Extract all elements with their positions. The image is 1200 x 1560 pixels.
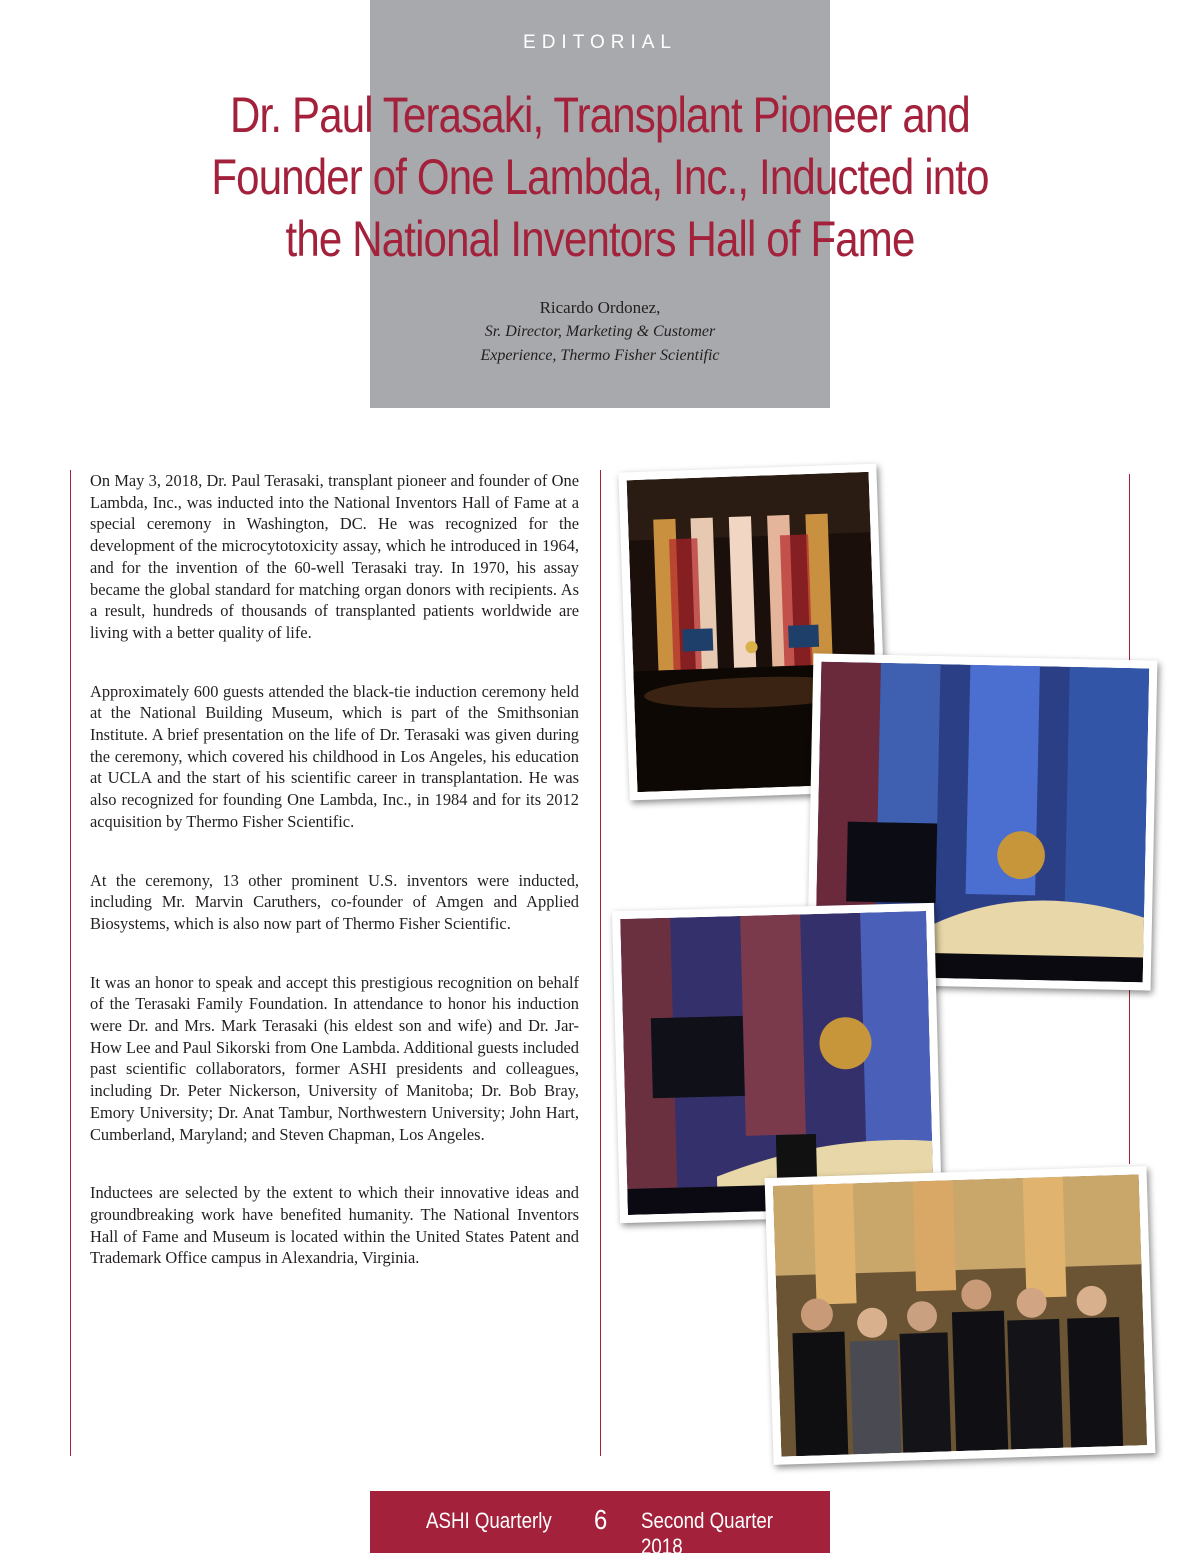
paragraph: Inductees are selected by the extent to which their innovative ideas and groundbreaking work have benefited humanity. The National Inventors Hall of Fame and Museum is located within the United States Patent and Trademark Office campus in Alexandria, Virginia. [90, 1183, 579, 1268]
footer-publication: ASHI Quarterly [426, 1508, 552, 1533]
article-body [90, 470, 579, 1306]
paragraph: At the ceremony, 13 other prominent U.S. inventors were inducted, including Mr. Marvin Caruthers, co-founder of Amgen and Applied Biosystems, which is also now part of Thermo Fisher Scientific. [90, 870, 579, 933]
paragraph: Approximately 600 guests attended the black-tie induction ceremony held at the National Building Museum, which is part of the Smithsonian Institute. A brief presentation on the life of Dr. Terasaki was given during the ceremony, which covered his childhood in Los Angeles, his education at UCLA and the start of his scientific career in transplantation. He was also recognized for founding One Lambda, Inc., in 1984 and for its 2012 acquisition by Thermo Fisher Scientific. [90, 681, 579, 831]
guests-scene [773, 1174, 1147, 1456]
author-name: Ricardo Ordonez, [539, 298, 661, 317]
footer-page-number: 6 [594, 1504, 608, 1535]
footer-issue: Second Quarter 2018 [641, 1508, 774, 1559]
author-role-line1: Sr. Director, Marketing & Customer [484, 323, 716, 340]
byline [370, 296, 830, 368]
left-divider [70, 470, 71, 1456]
award-scene [620, 911, 934, 1215]
paragraph: It was an honor to speak and accept this prestigious recognition on behalf of the Terasaki Family Foundation. In attendance to honor his induction were Dr. and Mrs. Mark Terasaki (his eldest son and wife) and Dr. Jar-How Lee and Paul Sikorski from One Lambda. Additional guests included past scientific collaborators, former ASHI presidents and colleagues, including Dr. Peter Nickerson, University of Manitoba; Dr. Bob Bray, Emory University; Dr. Anat Tambur, Northwestern University; John Hart, Cumberland, Maryland; and Steven Chapman, Los Angeles. [90, 972, 579, 1144]
author-role-line2: Experience, Thermo Fisher Scientific [480, 347, 720, 364]
middle-divider [600, 470, 601, 1456]
section-label: EDITORIAL [523, 32, 677, 53]
article-title: Dr. Paul Terasaki, Transplant Pioneer and Founder of One Lambda, Inc., Inducted into the National Inventors Hall of Fame [211, 87, 989, 267]
photo-guests-group [765, 1166, 1156, 1465]
page-footer [370, 1491, 830, 1559]
paragraph: On May 3, 2018, Dr. Paul Terasaki, transplant pioneer and founder of One Lambda, Inc., was inducted into the National Inventors Hall of Fame at a special ceremony in Washington, DC. He was recognized for the development of the microcytotoxicity assay, which he introduced in 1964, and for the invention of the 60-well Terasaki tray. In 1970, his assay became the global standard for matching organ donors with recipients. As a result, hundreds of thousands of transplanted patients worldwide are living with a better quality of life. [90, 471, 579, 642]
